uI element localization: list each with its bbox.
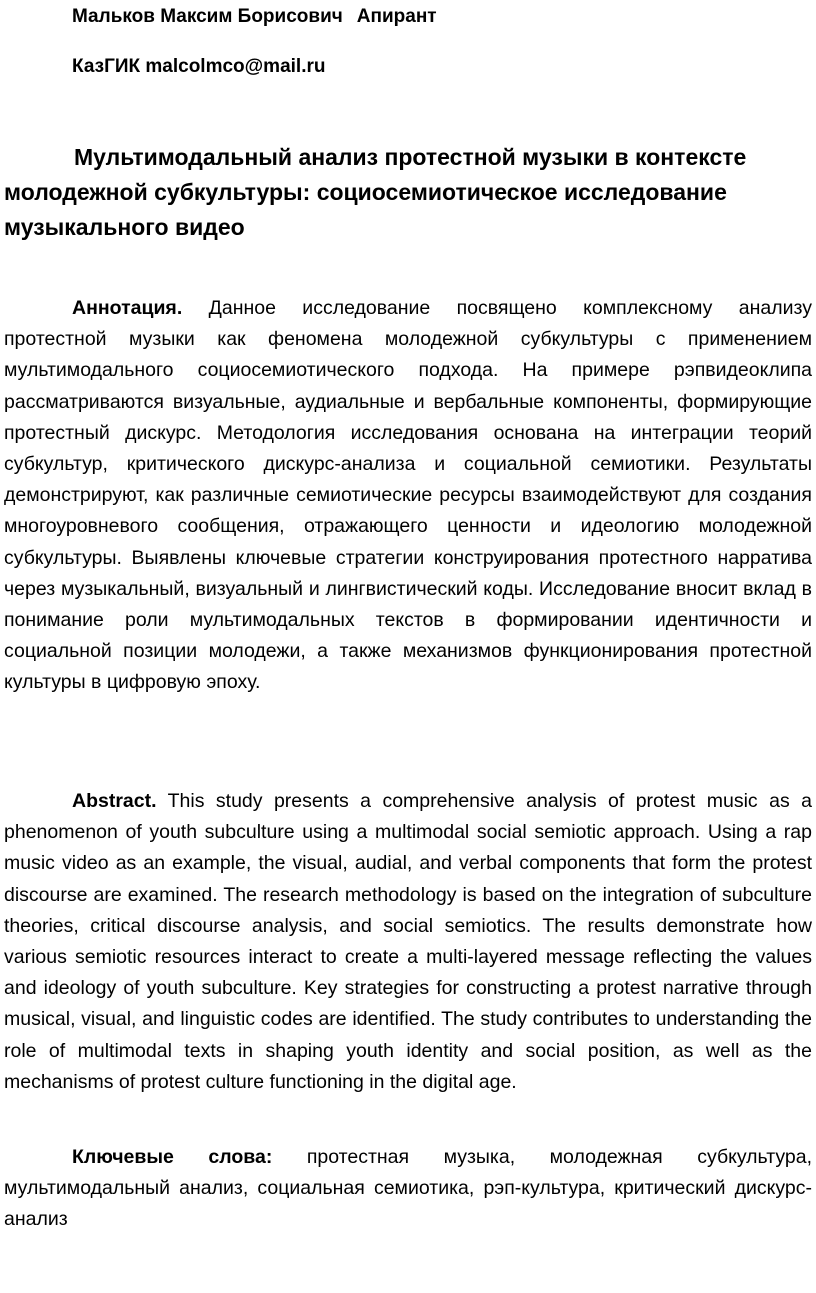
author-email: malcolmco@mail.ru <box>145 56 326 77</box>
annotation-label: Аннотация. <box>72 297 183 319</box>
keywords-label: Ключевые слова: <box>72 1146 273 1168</box>
abstract-paragraph <box>4 786 812 1098</box>
author-affiliation: КазГИК <box>72 56 141 77</box>
author-name: Мальков Максим Борисович <box>72 6 343 27</box>
abstract-text: This study presents a comprehensive analysis of protest music as a phenomenon of youth subculture using a multimodal social semiotic approach. Using a rap music video as an example, the visual, audial, and verbal components that form the protest discourse are examined. The research methodology is based on the integration of subculture theories, critical discourse analysis, and social semiotics. The results demonstrate how various semiotic resources interact to create a multi-layered message reflecting the values and ideology of youth subculture. Key strategies for constructing a protest narrative through musical, visual, and linguistic codes are identified. The study contributes to understanding the role of multimodal texts in shaping youth identity and social position, as well as the mechanisms of protest culture functioning in the digital age. <box>4 790 812 1093</box>
keywords-text: протестная музыка, молодежная субкультура, мультимодальный анализ, социальная семиотика, рэп-культура, критический дискурс-анализ <box>4 1146 812 1231</box>
annotation-paragraph <box>4 293 812 699</box>
abstract-label: Abstract. <box>72 790 157 812</box>
author-status: Апирант <box>356 6 437 27</box>
annotation-text: Данное исследование посвящено комплексному анализу протестной музыки как феномена молодежной субкультуры с применением мультимодального социосемиотического подхода. На примере рэпвидеоклипа рассматриваются визуальные, аудиальные и вербальные компоненты, формирующие протестный дискурс. Методология исследования основана на интеграции теорий субкультур, критического дискурс-анализа и социальной семиотики. Результаты демонстрируют, как различные семиотические ресурсы взаимодействуют для создания многоуровневого сообщения, отражающего ценности и идеологию молодежной субкультуры. Выявлены ключевые стратегии конструирования протестного нарратива через музыкальный, визуальный и лингвистический коды. Исследование вносит вклад в понимание роли мультимодальных текстов в формировании идентичности и социальной позиции молодежи, а также механизмов функционирования протестной культуры в цифровую эпоху. <box>4 297 813 694</box>
author-line <box>72 6 437 28</box>
keywords-paragraph <box>4 1142 812 1236</box>
paper-title: Мультимодальный анализ протестной музыки в контексте молодежной субкультуры: социосемиотическое исследование музыкального видео <box>4 144 747 240</box>
affiliation-line <box>72 56 325 78</box>
